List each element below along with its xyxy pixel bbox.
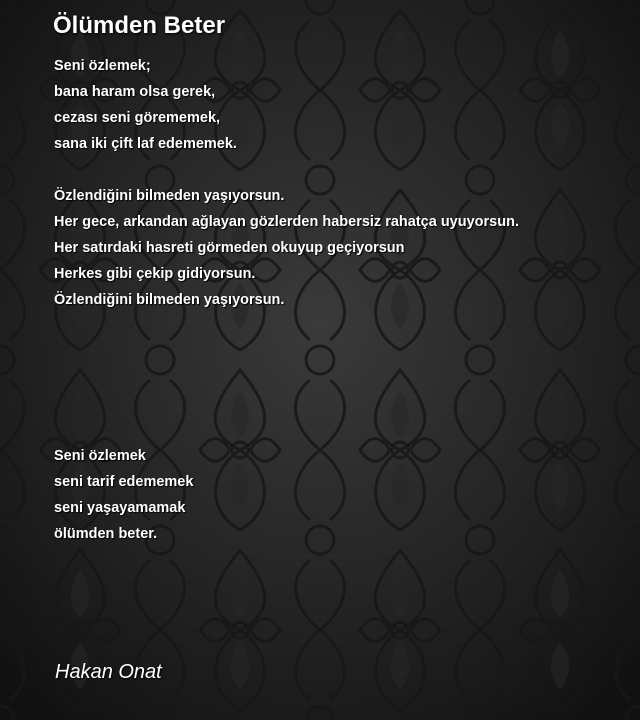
stanza-spacer bbox=[54, 157, 634, 183]
poem-line: bana haram olsa gerek, bbox=[54, 84, 216, 100]
poem-line: Özlendiğini bilmeden yaşıyorsun. bbox=[54, 188, 285, 204]
poem-author: Hakan Onat bbox=[55, 661, 162, 683]
poem-line: Seni özlemek bbox=[54, 448, 146, 464]
poem-line: Seni özlemek; bbox=[54, 58, 151, 74]
poem-body bbox=[54, 53, 634, 547]
stanza-3 bbox=[54, 443, 634, 547]
poem-line: Özlendiğini bilmeden yaşıyorsun. bbox=[54, 292, 285, 308]
poem-line: seni tarif edememek bbox=[54, 474, 194, 490]
poem-title: Ölümden Beter bbox=[53, 12, 226, 39]
poem-line: Her satırdaki hasreti görmeden okuyup geçiyorsun bbox=[54, 240, 405, 256]
stanza-1 bbox=[54, 53, 634, 157]
stanza-spacer bbox=[54, 313, 634, 443]
poem-line: seni yaşayamamak bbox=[54, 500, 186, 516]
poem-line: ölümden beter. bbox=[54, 526, 158, 542]
stanza-2 bbox=[54, 183, 634, 313]
poem-line: Herkes gibi çekip gidiyorsun. bbox=[54, 266, 256, 282]
poem-line: Her gece, arkandan ağlayan gözlerden habersiz rahatça uyuyorsun. bbox=[54, 214, 519, 230]
poem-line: cezası seni görememek, bbox=[54, 110, 221, 126]
poem-line: sana iki çift laf edememek. bbox=[54, 136, 237, 152]
